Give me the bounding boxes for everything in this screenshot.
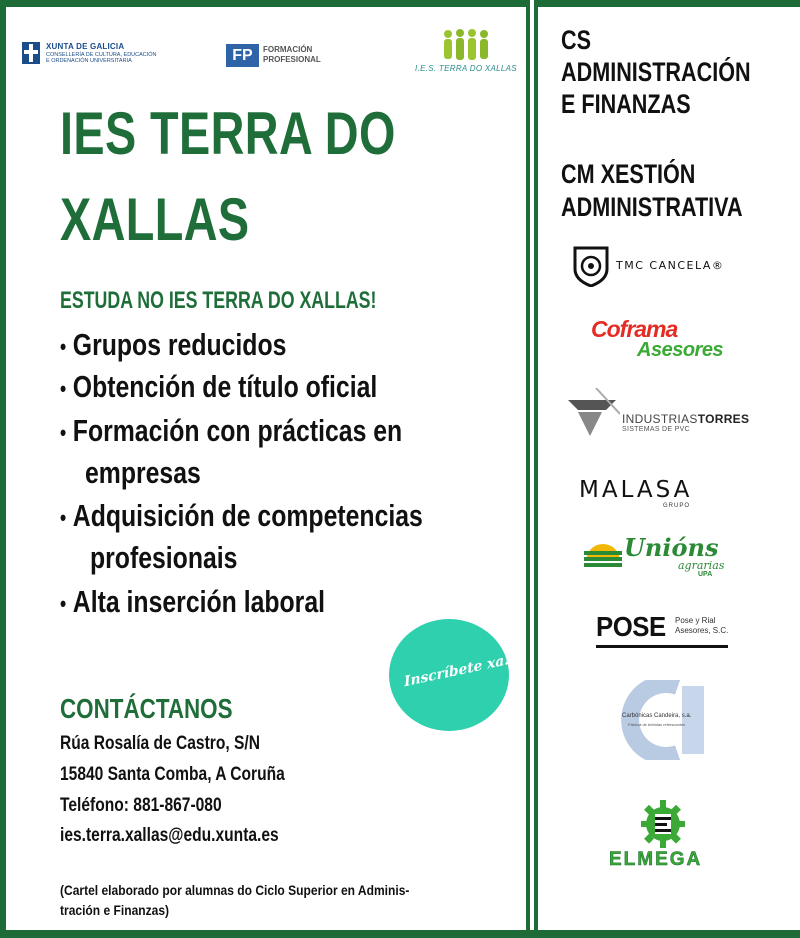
sponsor-unions-agrarias: [582, 531, 732, 579]
pose-rule: [596, 645, 728, 648]
title-line-1: IES TERRA DO: [60, 100, 396, 167]
bullet-item: • Obtención de título oficial: [60, 369, 378, 404]
people-icon: [440, 28, 492, 62]
bullet-item: • Grupos reducidos: [60, 327, 287, 362]
carbonicas-c-icon: [620, 680, 710, 760]
frame-top: [0, 0, 800, 7]
torres-label: INDUSTRIASTORRES: [622, 412, 750, 426]
fp-box: FP: [226, 44, 259, 67]
course-cs-line-2: ADMINISTRACIÓN: [561, 57, 751, 87]
gear-icon: [637, 800, 689, 848]
coframa-asesores-label: Asesores: [637, 339, 724, 361]
sun-icon: [582, 531, 624, 567]
contact-address-2: 15840 Santa Comba, A Coruña: [60, 764, 285, 785]
bullet-item: • Formación con prácticas en: [60, 413, 403, 448]
shield-icon: [572, 245, 610, 287]
malasa-label: MALASA: [579, 477, 693, 503]
bullet-item: • Alta inserción laboral: [60, 584, 326, 619]
enroll-badge: [389, 619, 512, 731]
elmega-label: ELMEGA: [609, 849, 703, 870]
xunta-name: XUNTA DE GALICIA: [46, 42, 125, 51]
tmc-label: TMC CANCELA®: [616, 259, 725, 272]
course-cm-line-2: ADMINISTRATIVA: [561, 192, 743, 222]
contact-heading: CONTÁCTANOS: [60, 693, 233, 724]
pose-label: POSE: [596, 611, 666, 642]
contact-phone: Teléfono: 881-867-080: [60, 795, 222, 816]
sponsor-industrias-torres: [566, 388, 750, 440]
sponsor-coframa: [591, 316, 741, 364]
xunta-department: CONSELLERÍA DE CULTURA, EDUCACIÓN E ORDENACIÓN UNIVERSITARIA: [46, 52, 157, 64]
sponsor-elmega: [609, 800, 719, 872]
credit-line-1: (Cartel elaborado por alumnas do Ciclo Superior en Adminis-: [60, 882, 410, 898]
bullet-item: • Adquisición de competencias: [60, 498, 423, 533]
subheading: ESTUDA NO IES TERRA DO XALLAS!: [60, 287, 377, 314]
frame-bottom: [0, 930, 800, 938]
bullet-item-continuation: empresas: [85, 455, 201, 490]
contact-address-1: Rúa Rosalía de Castro, S/N: [60, 733, 261, 754]
course-cm-line-1: CM XESTIÓN: [561, 159, 696, 189]
xunta-logo: [22, 42, 172, 68]
carbonicas-subtitle: Fábrica de bebidas refrescantes: [628, 722, 686, 727]
torres-subtitle: SISTEMAS DE PVC: [622, 426, 690, 433]
credit-line-2: tración e Finanzas): [60, 902, 170, 918]
frame-left: [0, 0, 6, 938]
unions-agrarias-label: agrarias: [678, 559, 725, 572]
course-cs-line-1: CS: [561, 25, 592, 55]
malasa-subtitle: GRUPO: [663, 503, 691, 509]
xunta-cross-icon: [22, 42, 40, 64]
enroll-badge-label: Inscríbete xa!: [403, 651, 512, 691]
fp-label: FORMACIÓN PROFESIONAL: [263, 45, 321, 64]
sponsor-pose: [596, 611, 730, 649]
fp-logo: [226, 42, 336, 68]
unions-upa-label: UPA: [698, 571, 713, 578]
bullet-item-continuation: profesionais: [90, 540, 238, 575]
sponsor-carbonicas-candeira: [620, 680, 710, 760]
course-cs-line-3: E FINANZAS: [561, 89, 691, 119]
title-line-2: XALLAS: [60, 186, 250, 253]
pose-subtitle: Pose y Rial Asesores, S.C.: [675, 616, 729, 635]
carbonicas-label: Carbónicas Candeira, s.a.: [622, 713, 692, 719]
sponsor-tmc-cancela: [572, 245, 742, 287]
sponsor-malasa: [579, 477, 729, 511]
ies-logo: [414, 28, 518, 76]
torres-mark-icon: [566, 388, 620, 440]
contact-email: ies.terra.xallas@edu.xunta.es: [60, 825, 279, 846]
unions-label: Unións: [624, 533, 719, 562]
ies-logo-caption: I.E.S. TERRA DO XALLAS: [415, 64, 517, 73]
coframa-label: Coframa: [591, 316, 678, 342]
column-divider: [526, 0, 538, 938]
